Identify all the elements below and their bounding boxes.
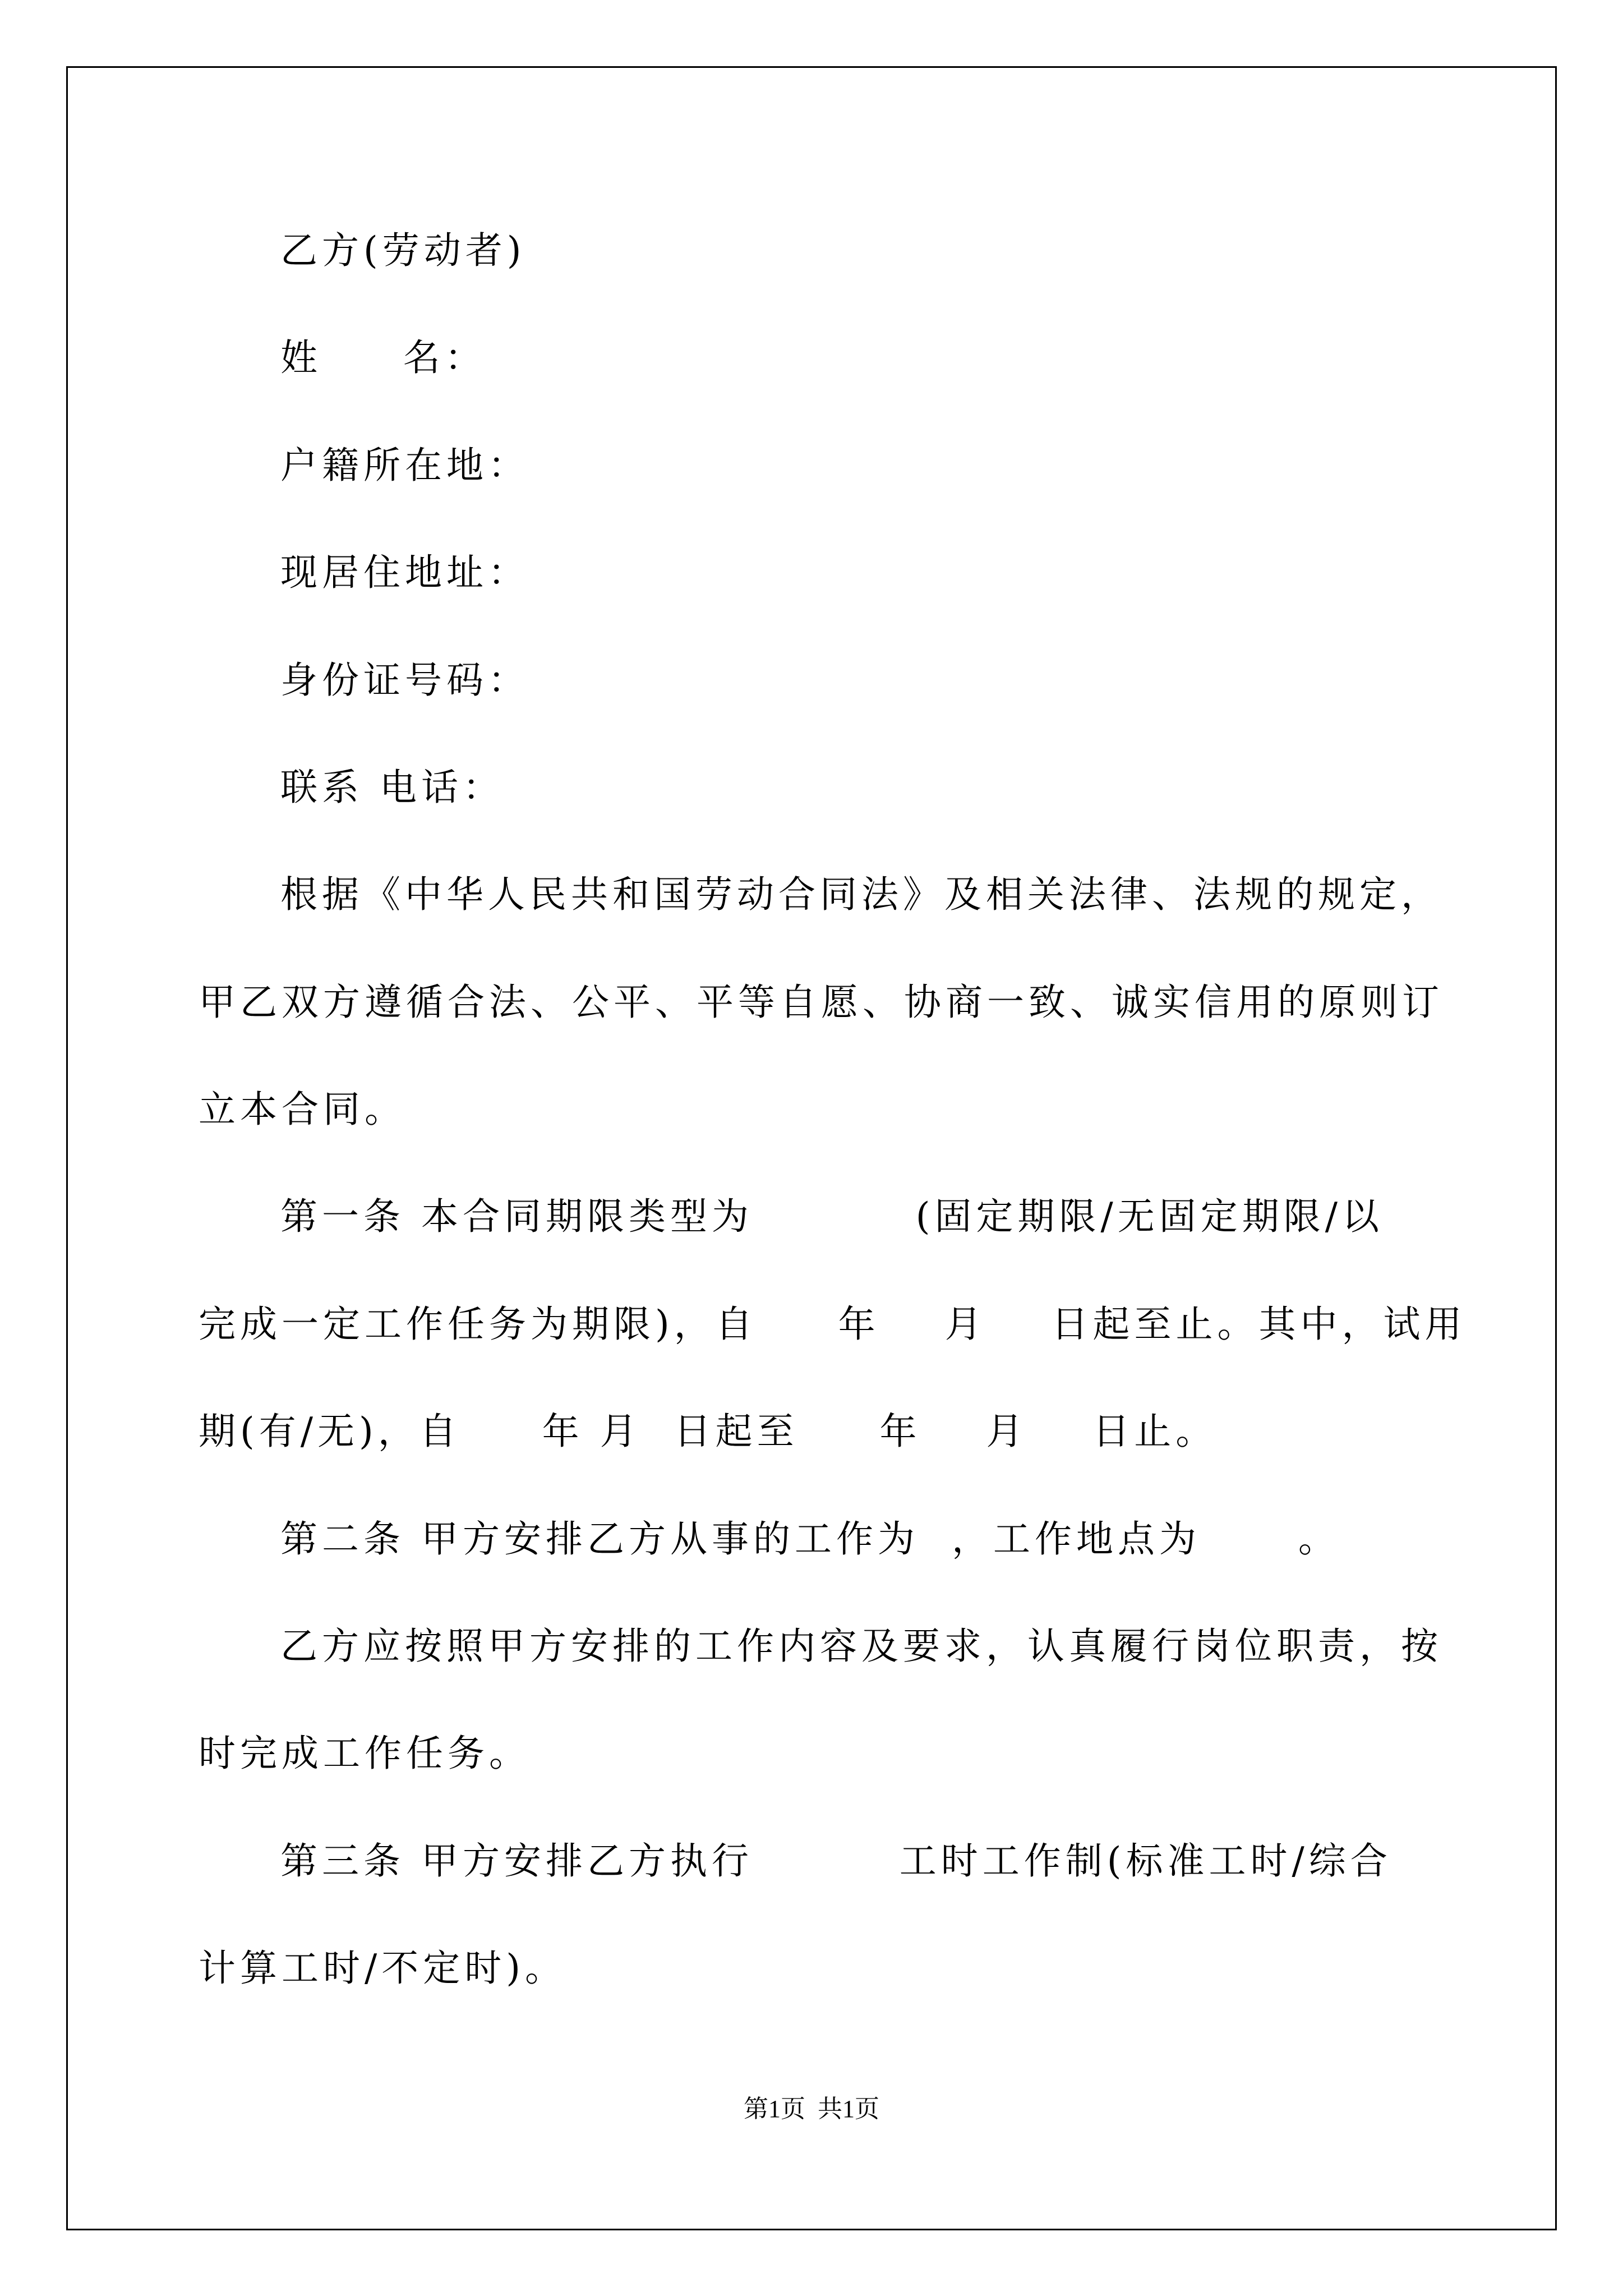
preamble-line: 立本合同。: [199, 1088, 406, 1131]
field-phone: 联系 电话：: [280, 766, 504, 809]
party-b-header: 乙方(劳动者): [280, 229, 526, 272]
article-2-duty-line: 时完成工作任务。: [199, 1732, 531, 1775]
article-1-line: 第一条 本合同期限类型为 (固定期限/无固定期限/以: [280, 1195, 1384, 1238]
preamble-line: 甲乙双方遵循合法、公平、平等自愿、协商一致、诚实信用的原则订: [199, 981, 1444, 1024]
article-1-line: 期(有/无)，自 年 月 日起至 年 月 日止。: [199, 1410, 1218, 1453]
preamble-line: 根据《中华人民共和国劳动合同法》及相关法律、法规的规定，: [280, 873, 1442, 916]
field-current-address: 现居住地址：: [280, 551, 529, 594]
article-2-duty-line: 乙方应按照甲方安排的工作内容及要求，认真履行岗位职责，按: [280, 1625, 1442, 1668]
page-border: [66, 66, 1557, 2230]
article-3-line: 第三条 甲方安排乙方执行 工时工作制(标准工时/综合: [280, 1839, 1392, 1883]
article-1-line: 完成一定工作任务为期限)，自 年 月 日起至止。其中，试用: [199, 1303, 1467, 1346]
field-id-number: 身份证号码：: [280, 659, 529, 702]
page-indicator: 第1页 共1页: [744, 2095, 879, 2123]
field-name: 姓 名：: [280, 336, 486, 379]
field-household-registration: 户籍所在地：: [280, 444, 529, 487]
article-3-line: 计算工时/不定时)。: [199, 1947, 566, 1990]
article-2-line: 第二条 甲方安排乙方从事的工作为 ，工作地点为 。: [280, 1517, 1340, 1561]
